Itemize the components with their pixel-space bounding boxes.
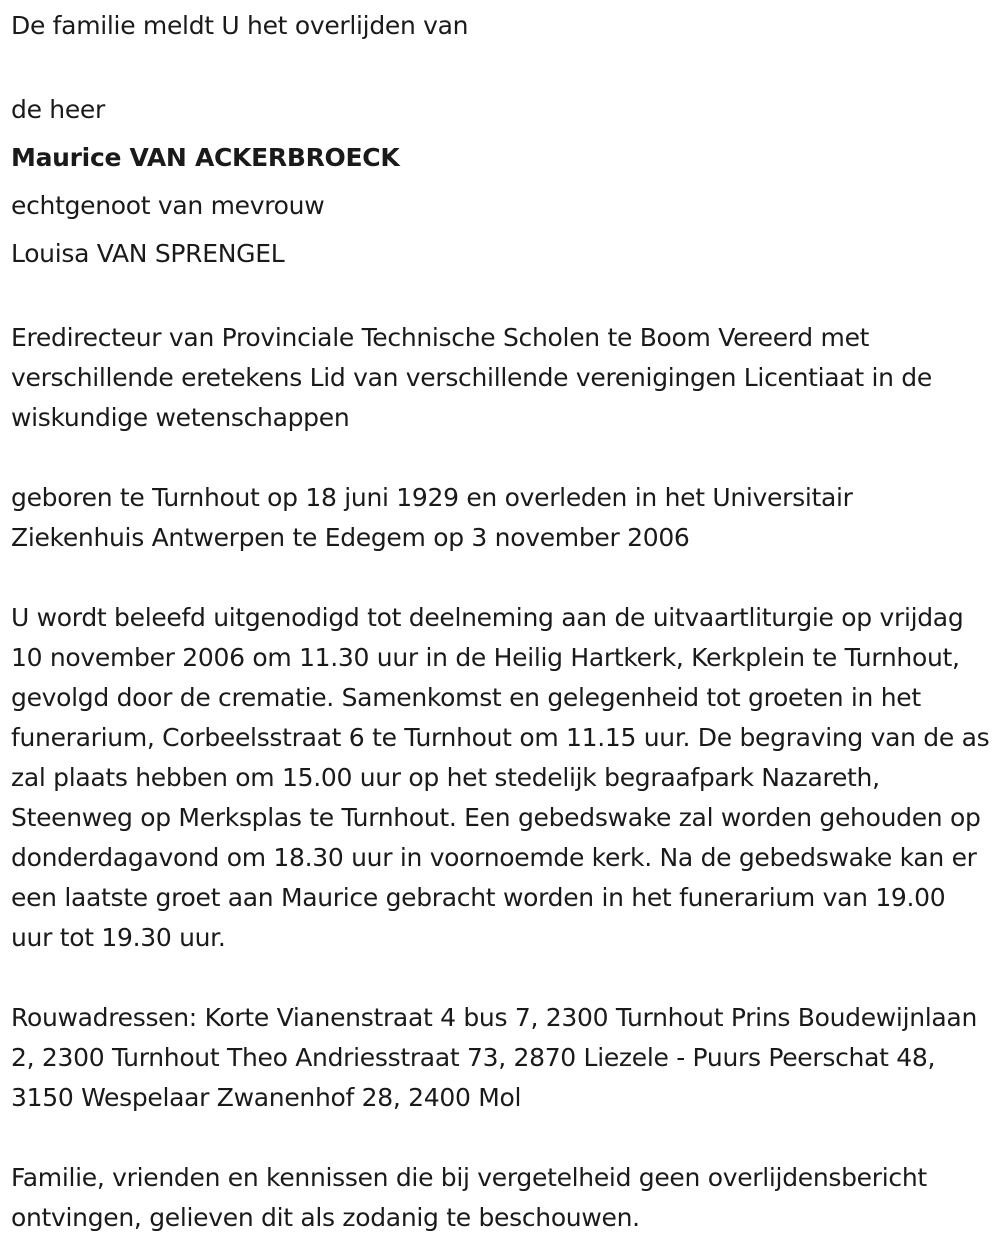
titles-paragraph: Eredirecteur van Provinciale Technische Scholen te Boom Vereerd met verschillende eretekens Lid van verschillende verenigingen Licentiaat in de wiskundige wetenschappen [11, 323, 932, 432]
birth-death-paragraph: geboren te Turnhout op 18 juni 1929 en overleden in het Universitair Ziekenhuis Antwerpen te Edegem op 3 november 2006 [11, 483, 853, 552]
addresses-paragraph: Rouwadressen: Korte Vianenstraat 4 bus 7, 2300 Turnhout Prins Boudewijnlaan 2, 2300 Turnhout Theo Andriesstraat 73, 2870 Liezele - Puurs Peerschat 48, 3150 Wespelaar Zwanenhof 28, 2400 Mol [11, 1003, 977, 1112]
salutation: de heer [11, 95, 105, 124]
ceremony-paragraph: U wordt beleefd uitgenodigd tot deelneming aan de uitvaartliturgie op vrijdag 10 november 2006 om 11.30 uur in de Heilig Hartkerk, Kerkplein te Turnhout, gevolgd door de crematie. Samenkomst en gelegenheid tot groeten in het funerarium, Corbeelsstraat 6 te Turnhout om 11.15 uur. De begraving van de as zal plaats hebben om 15.00 uur op het stedelijk begraafpark Nazareth, Steenweg op Merksplas te Turnhout. Een gebedswake zal worden gehouden op donderdagavond om 18.30 uur in voornoemde kerk. Na de gebedswake kan er een laatste groet aan Maurice gebracht worden in het funerarium van 19.00 uur tot 19.30 uur. [11, 603, 990, 952]
closing-paragraph: Familie, vrienden en kennissen die bij vergetelheid geen overlijdensbericht ontvingen, gelieven dit als zodanig te beschouwen. [11, 1163, 927, 1232]
intro-text: De familie meldt U het overlijden van [11, 11, 469, 40]
spouse-name: Louisa VAN SPRENGEL [11, 239, 285, 268]
spouse-intro: echtgenoot van mevrouw [11, 191, 325, 220]
deceased-name: Maurice VAN ACKERBROECK [11, 143, 400, 172]
